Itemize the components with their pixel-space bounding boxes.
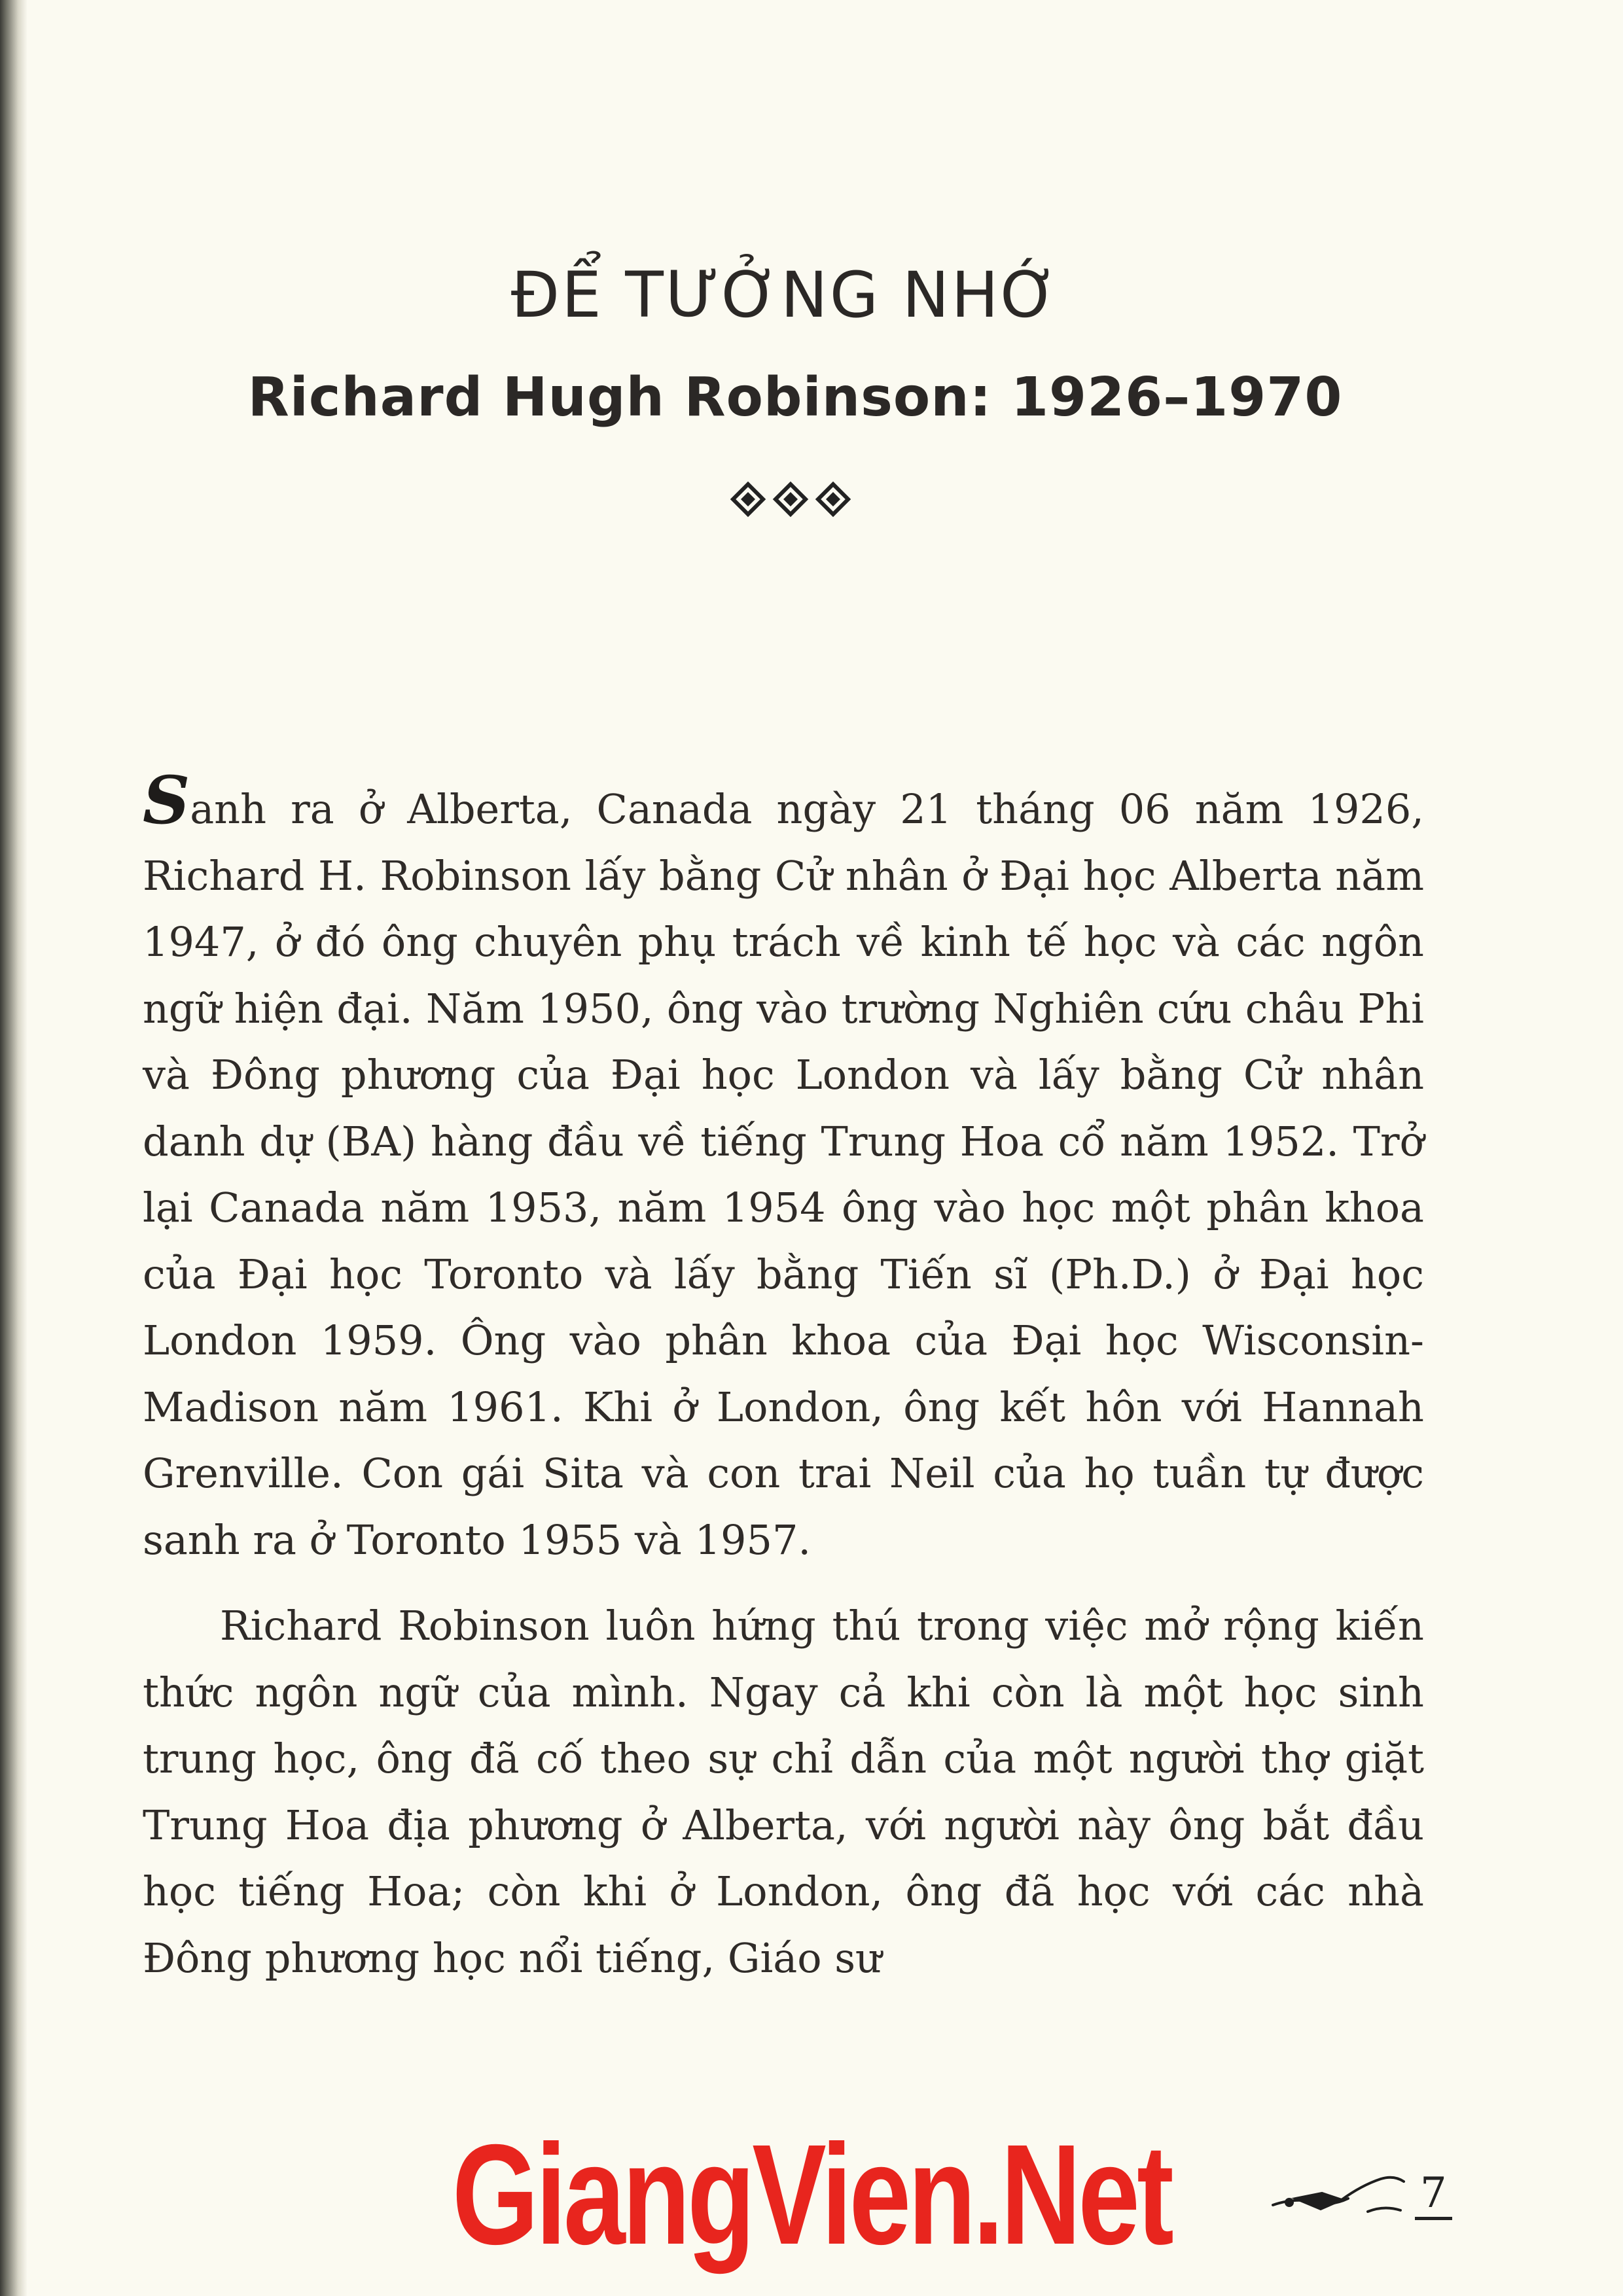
paragraph-2: Richard Robinson luôn hứng thú trong việc mở rộng kiến thức ngôn ngữ của mình. Ngay cả khi còn là một học sinh trung học, ông đã cố theo sự chỉ dẫn của một người thợ giặt Trung Hoa địa phương ở Alberta, với người này ông bắt đầu học tiếng Hoa; còn khi ở London, ông đã học với các nhà Đông phương học nổi tiếng, Giáo sư: [143, 1602, 1424, 1982]
drop-cap: S: [143, 762, 190, 839]
page-subtitle: Richard Hugh Robinson: 1926–1970: [247, 366, 1343, 429]
watermark-text: GiangVien.Net: [452, 2115, 1171, 2274]
page-title: ĐỂ TƯỞNG NHỚ: [510, 258, 1060, 332]
three-diamonds-ornament-icon: [725, 476, 856, 522]
page-edge-shadow: [0, 0, 27, 2296]
article-body: [143, 762, 1424, 1991]
paragraph-1-text: anh ra ở Alberta, Canada ngày 21 tháng 06 năm 1926, Richard H. Robinson lấy bằng Cử nhân ở Đại học Alberta năm 1947, ở đó ông chuyên phụ trách về kinh tế học và các ngôn ngữ hiện đại. Năm 1950, ông vào trường Nghiên cứu châu Phi và Đông phương của Đại học London và lấy bằng Cử nhân danh dự (BA) hàng đầu về tiếng Trung Hoa cổ năm 1952. Trở lại Canada năm 1953, năm 1954 ông vào học một phân khoa của Đại học Toronto và lấy bằng Tiến sĩ (Ph.D.) ở Đại học London 1959. Ông vào phân khoa của Đại học Wisconsin-Madison năm 1961. Khi ở London, ông kết hôn với Hannah Grenville. Con gái Sita và con trai Neil của họ tuần tự được sanh ra ở Toronto 1955 và 1957.: [143, 785, 1424, 1564]
pen-flourish-icon: [1270, 2159, 1420, 2231]
page-number: 7: [1415, 2170, 1452, 2220]
paragraph-1: [143, 762, 1424, 1573]
